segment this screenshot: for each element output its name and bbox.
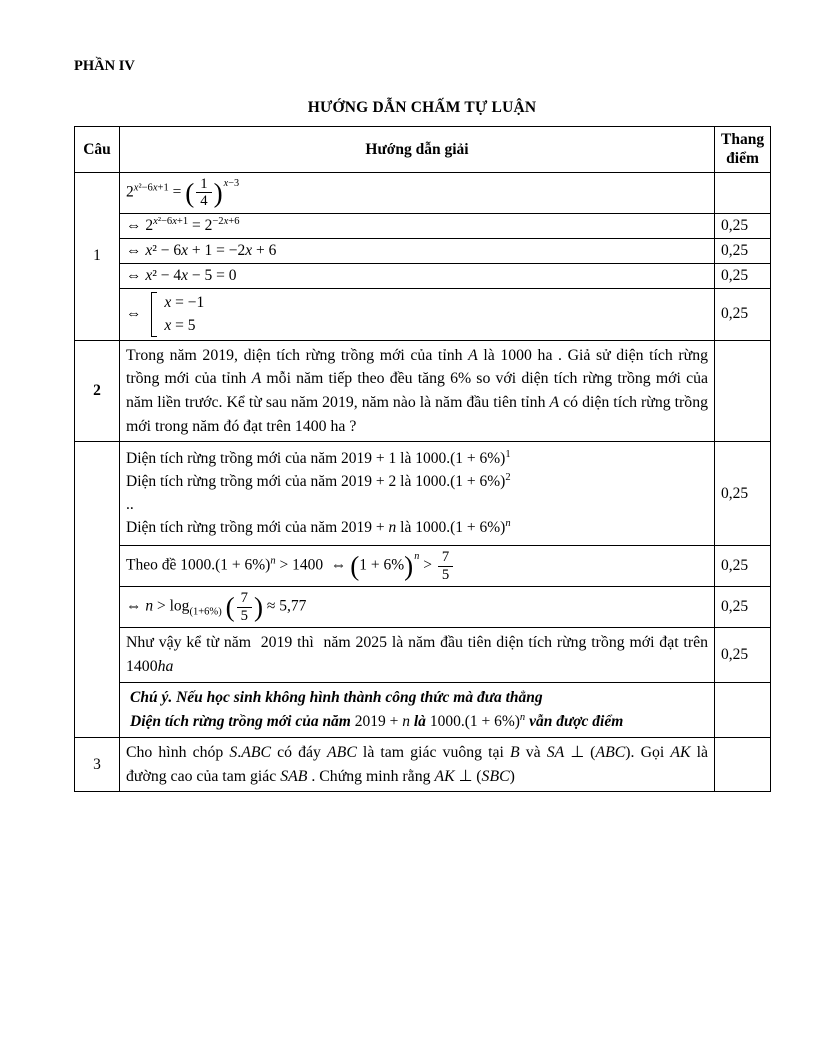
q2-statement: Trong năm 2019, diện tích rừng trồng mới của tỉnh A là 1000 ha . Giả sử diện tích rừng trồng mới của tỉnh A mỗi năm tiếp theo đều tăng 6% so với diện tích rừng trồng mới của năm liền trước. Kể từ sau năm 2019, năm nào là năm đầu tiên tỉnh A có diện tích rừng trồng mới trong năm đó đạt trên 1400 ha ? [120,340,715,442]
q1-step-5: ⇔ x = −1 x = 5 [120,288,715,340]
q3-statement: Cho hình chóp S.ABC có đáy ABC là tam giác vuông tại B và SA ⊥ (ABC). Gọi AK là đường cao của tam giác SAB . Chứng minh rằng AK ⊥ (SBC) [120,737,715,791]
q2-score-1: 0,25 [715,442,771,546]
q2-solution-row-3 [75,587,771,628]
q1-row-5 [75,288,771,340]
q2-solution-4: Như vậy kể từ năm 2019 thì năm 2025 là năm đầu tiên diện tích rừng trồng mới đạt trên 1400ha [120,628,715,682]
q1-row-3 [75,238,771,263]
q2-solution-1: Diện tích rừng trồng mới của năm 2019 + 1 là $1000.(1 + 6\%)^1$ Diện tích rừng trồng mới của năm 2019 + 2 là $1000.(1 + 6\%)^2$ .. Diện tích rừng trồng mới của năm 2019 + n là $1000.(1 + 6\%)^n$ [120,442,715,546]
q1-score-3: 0,25 [715,238,771,263]
q2-score-4: 0,25 [715,628,771,682]
header-thang-diem: Thang điểm [715,127,771,173]
q3-statement-row [75,737,771,791]
grading-table [74,126,771,792]
q2-solution-row-5 [75,682,771,737]
table-header-row [75,127,771,173]
q2-note: Chú ý. Nếu học sinh không hình thành công thức mà đưa thẳng Diện tích rừng trồng mới của năm 2019 + n là $1000.(1 + 6\%)^n$ vẫn được điểm [120,682,715,737]
q1-score-2: 0,25 [715,213,771,238]
q2-solution-row-1 [75,442,771,546]
q1-step-3: ⇔ x² − 6x + 1 = −2x + 6 [120,238,715,263]
q2-statement-score [715,340,771,442]
q1-score-5: 0,25 [715,288,771,340]
q1-row-4 [75,263,771,288]
section-label: PHẦN IV [74,58,135,74]
page-title: HƯỚNG DẪN CHẤM TỰ LUẬN [307,99,537,116]
q2-score-3: 0,25 [715,587,771,628]
q3-statement-score [715,737,771,791]
q1-step-4: ⇔ x² − 4x − 5 = 0 [120,263,715,288]
q2-score-2: 0,25 [715,546,771,587]
question-number-2: 2 [75,340,120,442]
q2-solution-row-4 [75,628,771,682]
q2-statement-row [75,340,771,442]
q2-solution-row-2 [75,546,771,587]
q1-score-1 [715,172,771,213]
q1-step-2: ⇔ $2^{x^2-6x+1} = 2^{-2x+6}$ [120,213,715,238]
q1-row-2 [75,213,771,238]
q2-score-5 [715,682,771,737]
q1-row-1 [75,172,771,213]
q2-number-spacer [75,442,120,737]
q2-solution-2: Theo đề $1000.(1 + 6\%)^n > 1400$ ⇔ $(1 + 6\%)^n$ > $\frac{7}{5}$ [120,546,715,587]
header-cau: Câu [75,127,120,173]
q1-step-1: $2^{x^2-6x+1}$ = ( $\frac{1}{4}$ )$^{x-3}$ [120,172,715,213]
header-huong-dan-giai: Hướng dẫn giải [120,127,715,173]
q2-solution-3: ⇔ $n > \log_{(1+6\%)}$ ( $\frac{7}{5}$ ) ≈ 5,77 [120,587,715,628]
question-number-3: 3 [75,737,120,791]
question-number-1: 1 [75,172,120,340]
q1-score-4: 0,25 [715,263,771,288]
